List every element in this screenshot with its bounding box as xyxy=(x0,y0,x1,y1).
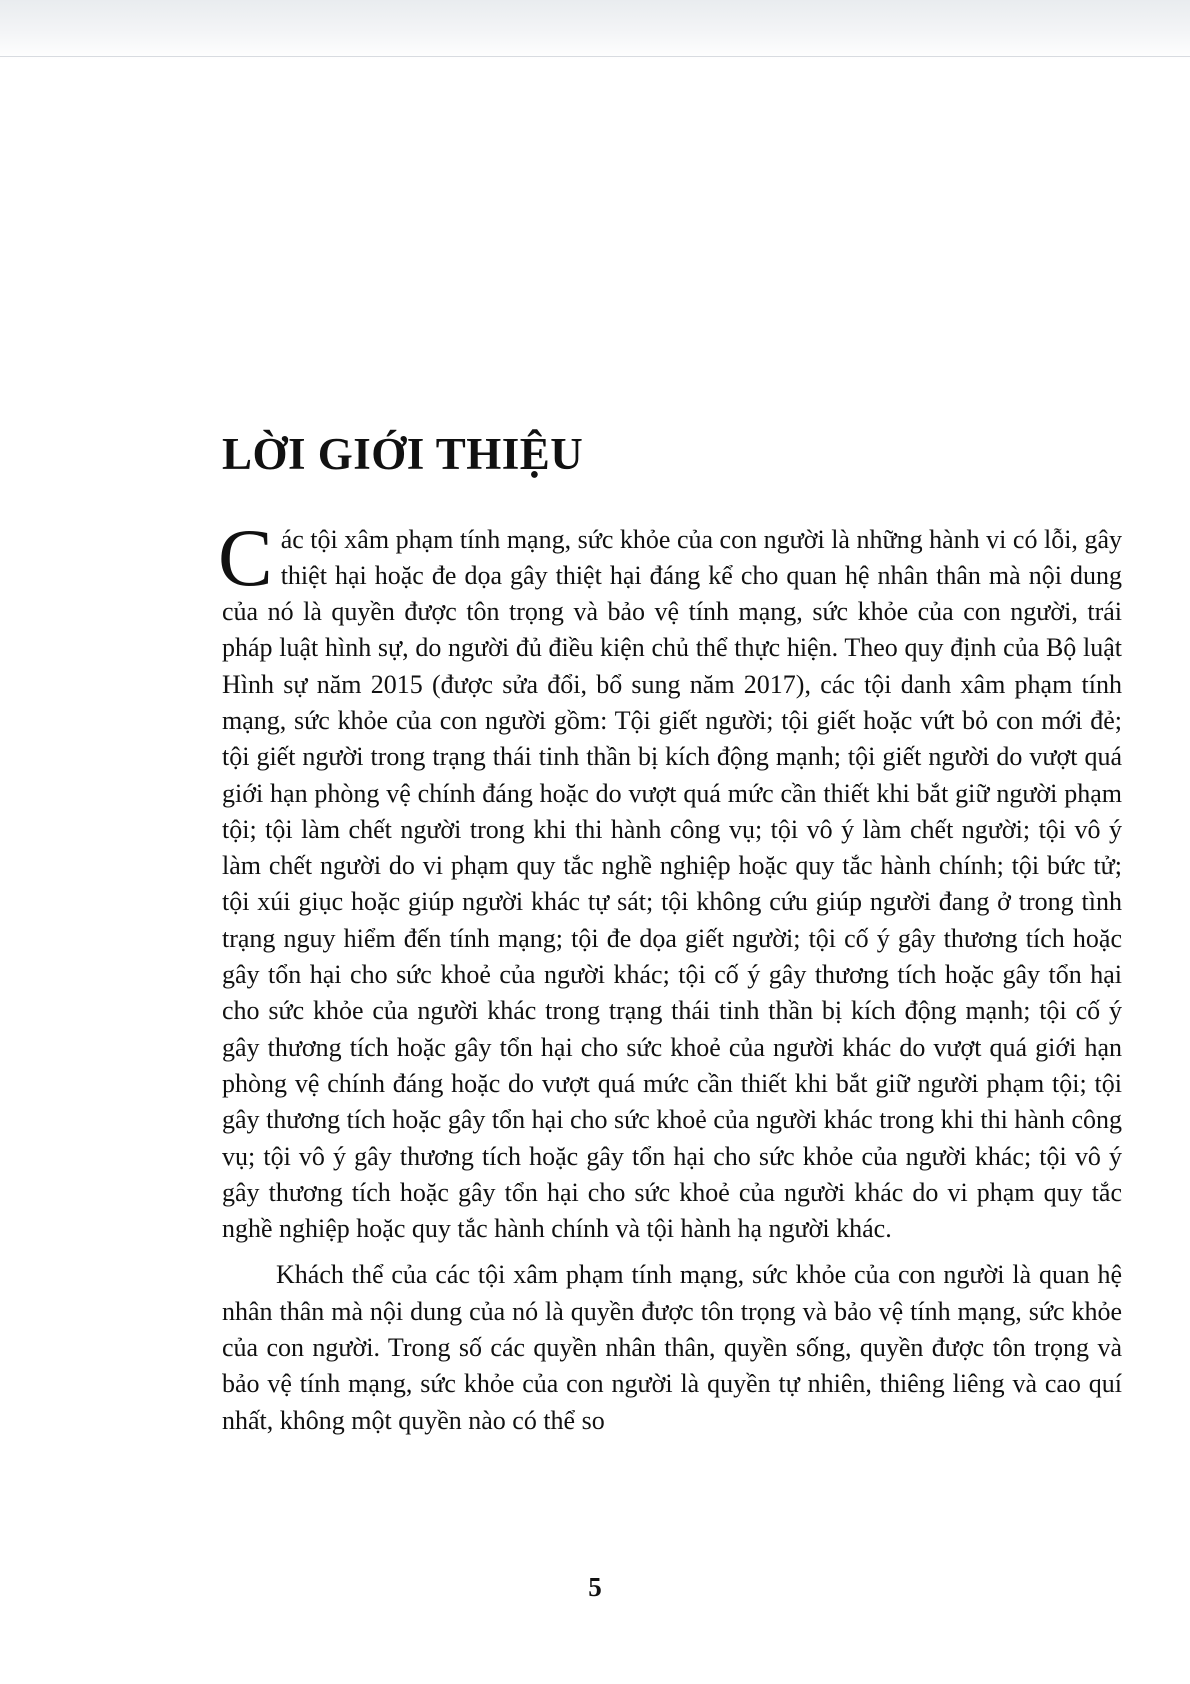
paragraph-1 xyxy=(218,511,1122,1248)
drop-cap: C xyxy=(218,511,273,603)
page-title: LỜI GIỚI THIỆU xyxy=(222,429,584,479)
scan-top-edge xyxy=(0,0,1190,60)
page-body xyxy=(218,429,1122,1439)
paragraph-1-text: ác tội xâm phạm tính mạng, sức khỏe của con người là những hành vi có lỗi, gây thiệt hại hoặc đe dọa gây thiệt hại đáng kể cho quan hệ nhân thân mà nội dung của nó là quyền được tôn trọng và bảo vệ tính mạng, sức khỏe của con người, trái pháp luật hình sự, do người đủ điều kiện chủ thể thực hiện. Theo quy định của Bộ luật Hình sự năm 2015 (được sửa đổi, bổ sung năm 2017), các tội danh xâm phạm tính mạng, sức khỏe của con người gồm: Tội giết người; tội giết hoặc vứt bỏ con mới đẻ; tội giết người trong trạng thái tinh thần bị kích động mạnh; tội giết người do vượt quá giới hạn phòng vệ chính đáng hoặc do vượt quá mức cần thiết khi bắt giữ người phạm tội; tội làm chết người trong khi thi hành công vụ; tội vô ý làm chết người; tội vô ý làm chết người do vi phạm quy tắc nghề nghiệp hoặc quy tắc hành chính; tội bức tử; tội xúi giục hoặc giúp người khác tự sát; tội không cứu giúp người đang ở trong tình trạng nguy hiểm đến tính mạng; tội đe dọa giết người; tội cố ý gây thương tích hoặc gây tổn hại cho sức khoẻ của người khác; tội cố ý gây thương tích hoặc gây tổn hại cho sức khỏe của người khác trong trạng thái tinh thần bị kích động mạnh; tội cố ý gây thương tích hoặc gây tổn hại cho sức khoẻ của người khác do vượt quá giới hạn phòng vệ chính đáng hoặc do vượt quá mức cần thiết khi bắt giữ người phạm tội; tội gây thương tích hoặc gây tổn hại cho sức khoẻ của người khác trong khi thi hành công vụ; tội vô ý gây thương tích hoặc gây tổn hại cho sức khỏe của người khác; tội vô ý gây thương tích hoặc gây tổn hại cho sức khoẻ của người khác do vi phạm quy tắc nghề nghiệp hoặc quy tắc hành chính và tội hành hạ người khác. xyxy=(222,524,1122,1244)
page-number: 5 xyxy=(588,1572,602,1602)
paragraph-2: Khách thể của các tội xâm phạm tính mạng, sức khỏe của con người là quan hệ nhân thân mà nội dung của nó là quyền được tôn trọng và bảo vệ tính mạng, sức khỏe của con người. Trong số các quyền nhân thân, quyền sống, quyền được tôn trọng và bảo vệ tính mạng, sức khỏe của con người là quyền tự nhiên, thiêng liêng và cao quí nhất, không một quyền nào có thể so xyxy=(222,1260,1122,1435)
